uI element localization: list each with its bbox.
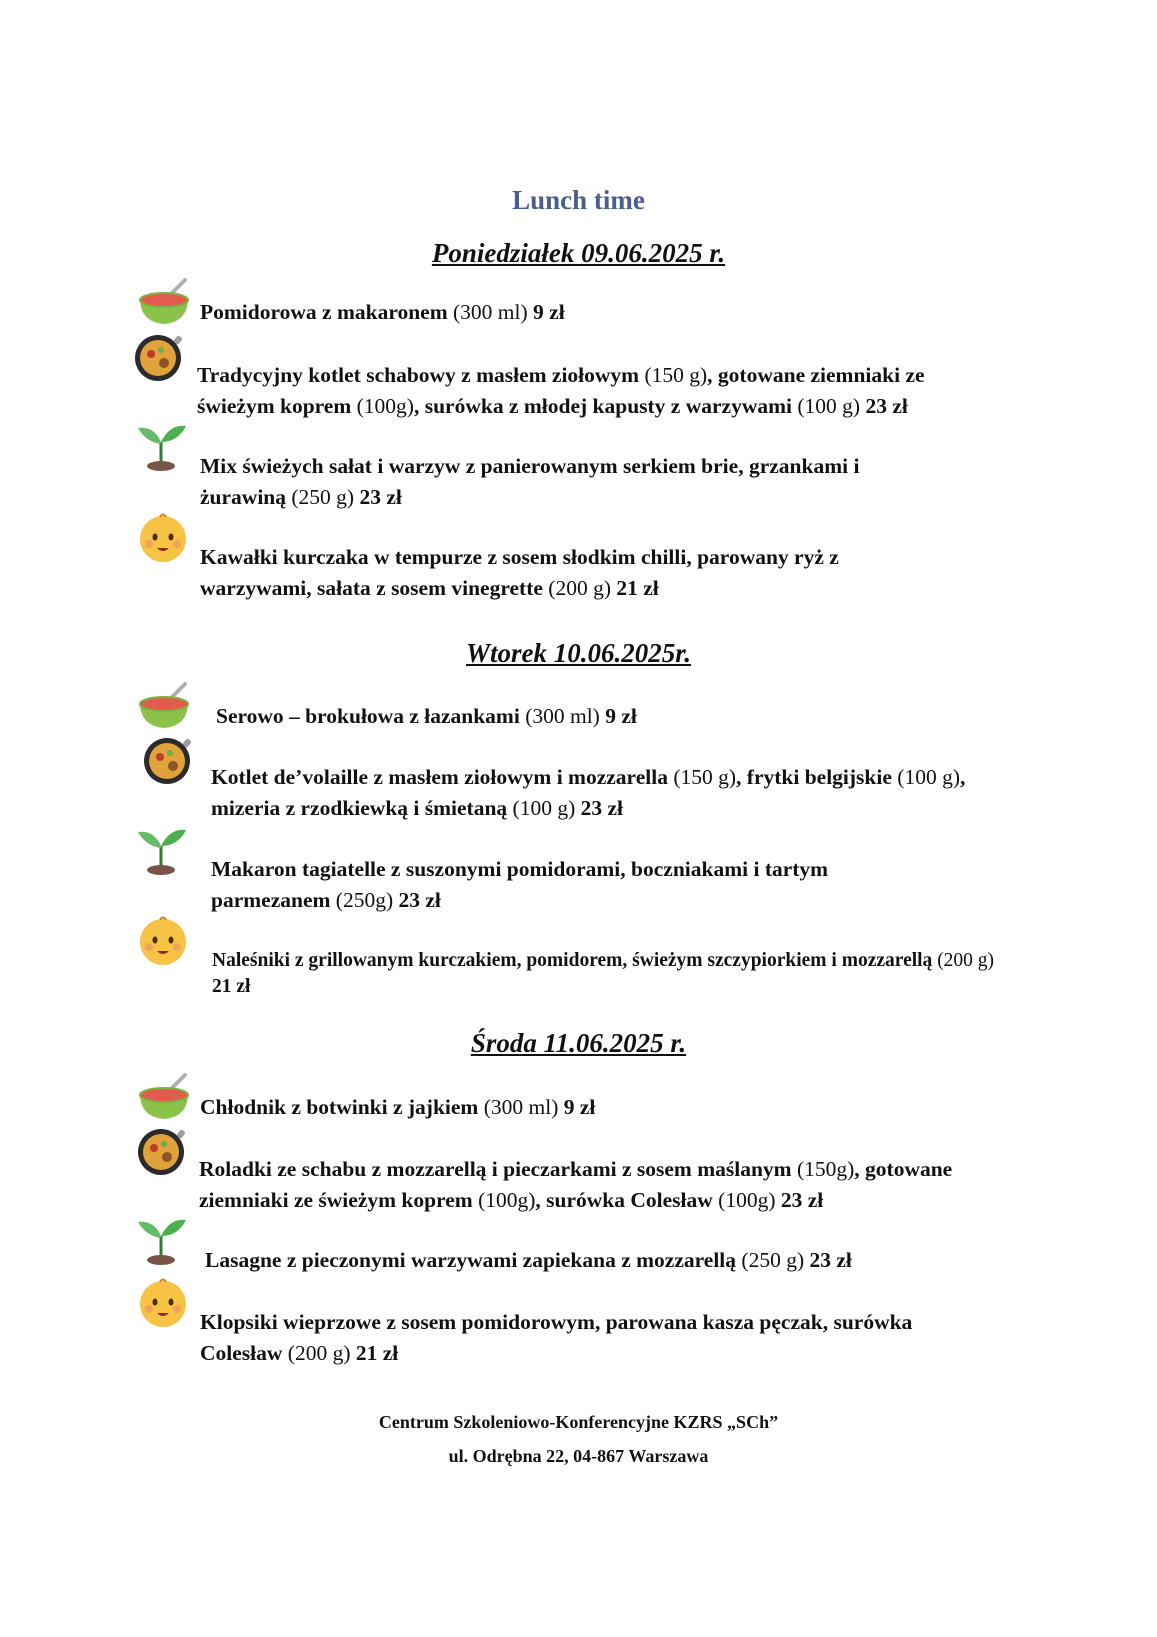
dish-side: , gotowane ziemniaki ze świeżym koprem bbox=[199, 1157, 953, 1212]
footer-organization: Centrum Szkoleniowo-Konferencyjne KZRS „SCh” bbox=[378, 1412, 779, 1432]
dish-side: , surówka Colesław bbox=[535, 1188, 713, 1212]
menu-item bbox=[200, 297, 990, 328]
paella-pan-icon bbox=[134, 1124, 188, 1178]
day-heading-tuesday: Wtorek 10.06.2025r. bbox=[465, 638, 692, 668]
dish-price: 23 zł bbox=[359, 485, 402, 509]
dish-price: 23 zł bbox=[809, 1248, 852, 1272]
dish-weight: (300 ml) bbox=[453, 300, 528, 324]
dish-side: , frytki belgijskie bbox=[736, 765, 892, 789]
dish-name: Roladki ze schabu z mozzarellą i pieczarkami z sosem maślanym bbox=[199, 1157, 792, 1181]
dish-price: 23 zł bbox=[780, 1188, 824, 1212]
dish-price: 9 zł bbox=[605, 704, 637, 728]
soup-bowl-icon bbox=[137, 276, 191, 330]
dish-price: 23 zł bbox=[865, 394, 908, 418]
seedling-icon bbox=[134, 1214, 188, 1268]
soup-bowl-icon bbox=[137, 1071, 191, 1125]
dish-weight: (200 g) bbox=[548, 576, 611, 600]
dish-weight: (150g) bbox=[796, 1157, 855, 1181]
dish-weight: (300 ml) bbox=[483, 1095, 559, 1119]
menu-item bbox=[200, 1092, 990, 1123]
footer-address: ul. Odrębna 22, 04-867 Warszawa bbox=[448, 1446, 709, 1466]
menu-item bbox=[212, 948, 1012, 1000]
menu-item bbox=[200, 542, 900, 604]
dish-weight: (250g) bbox=[335, 888, 394, 912]
dish-weight: (300 ml) bbox=[525, 704, 600, 728]
dish-price: 9 zł bbox=[533, 300, 565, 324]
menu-item bbox=[199, 1154, 979, 1216]
seedling-icon bbox=[134, 824, 188, 878]
dish-price: 9 zł bbox=[563, 1095, 596, 1119]
soup-bowl-icon bbox=[137, 680, 191, 734]
baby-face-icon bbox=[136, 1276, 190, 1330]
dish-weight: (250 g) bbox=[291, 485, 355, 509]
dish-side: , surówka z młodej kapusty z warzywami bbox=[413, 394, 792, 418]
dish-weight: (100g) bbox=[478, 1188, 536, 1212]
day-heading-wednesday: Środa 11.06.2025 r. bbox=[470, 1028, 687, 1058]
dish-name: Serowo – brokułowa z łazankami bbox=[216, 704, 520, 728]
dish-name: Mix świeżych sałat i warzyw z panierowanym serkiem brie, grzankami i żurawiną bbox=[200, 454, 860, 509]
menu-item bbox=[200, 1307, 960, 1369]
dish-weight: (100 g) bbox=[897, 765, 960, 789]
dish-weight: (100g) bbox=[356, 394, 414, 418]
menu-item bbox=[216, 701, 1006, 732]
dish-weight: (150 g) bbox=[644, 363, 708, 387]
dish-name: Lasagne z pieczonymi warzywami zapiekana z mozzarellą bbox=[205, 1248, 737, 1272]
dish-weight: (100 g) bbox=[797, 394, 861, 418]
dish-name: Kotlet de’volaille z masłem ziołowym i mozzarella bbox=[211, 765, 668, 789]
dish-name: Pomidorowa z makaronem bbox=[200, 300, 448, 324]
dish-price: 21 zł bbox=[355, 1341, 399, 1365]
dish-side: , gotowane ziemniaki ze świeżym koprem bbox=[197, 363, 925, 418]
paella-pan-icon bbox=[131, 330, 185, 384]
dish-price: 23 zł bbox=[580, 796, 624, 820]
dish-weight: (100g) bbox=[718, 1188, 776, 1212]
menu-item bbox=[211, 762, 986, 824]
dish-side: , mizeria z rzodkiewką i śmietaną bbox=[211, 765, 966, 820]
menu-item bbox=[200, 451, 920, 513]
dish-weight: (200 g) bbox=[937, 950, 995, 971]
menu-item bbox=[197, 360, 967, 422]
baby-face-icon bbox=[136, 511, 190, 565]
menu-item bbox=[205, 1245, 995, 1276]
dish-price: 21 zł bbox=[212, 976, 251, 997]
seedling-icon bbox=[134, 420, 188, 474]
dish-weight: (200 g) bbox=[287, 1341, 351, 1365]
page-title: Lunch time bbox=[512, 185, 645, 215]
dish-weight: (100 g) bbox=[512, 796, 576, 820]
paella-pan-icon bbox=[140, 733, 194, 787]
dish-price: 23 zł bbox=[398, 888, 441, 912]
dish-name: Tradycyjny kotlet schabowy z masłem ziołowym bbox=[197, 363, 640, 387]
dish-price: 21 zł bbox=[616, 576, 659, 600]
dish-name: Kawałki kurczaka w tempurze z sosem słodkim chilli, parowany ryż z warzywami, sałata z sosem vinegrette bbox=[200, 545, 839, 600]
dish-name: Klopsiki wieprzowe z sosem pomidorowym, parowana kasza pęczak, surówka Colesław bbox=[200, 1310, 913, 1365]
menu-item bbox=[211, 854, 911, 916]
baby-face-icon bbox=[136, 914, 190, 968]
dish-name: Naleśniki z grillowanym kurczakiem, pomidorem, świeżym szczypiorkiem i mozzarellą bbox=[212, 950, 933, 971]
dish-name: Chłodnik z botwinki z jajkiem bbox=[200, 1095, 479, 1119]
dish-weight: (250 g) bbox=[741, 1248, 805, 1272]
dish-name: Makaron tagiatelle z suszonymi pomidorami, boczniakami i tartym parmezanem bbox=[211, 857, 829, 912]
dish-weight: (150 g) bbox=[673, 765, 737, 789]
day-heading-monday: Poniedziałek 09.06.2025 r. bbox=[431, 238, 726, 268]
